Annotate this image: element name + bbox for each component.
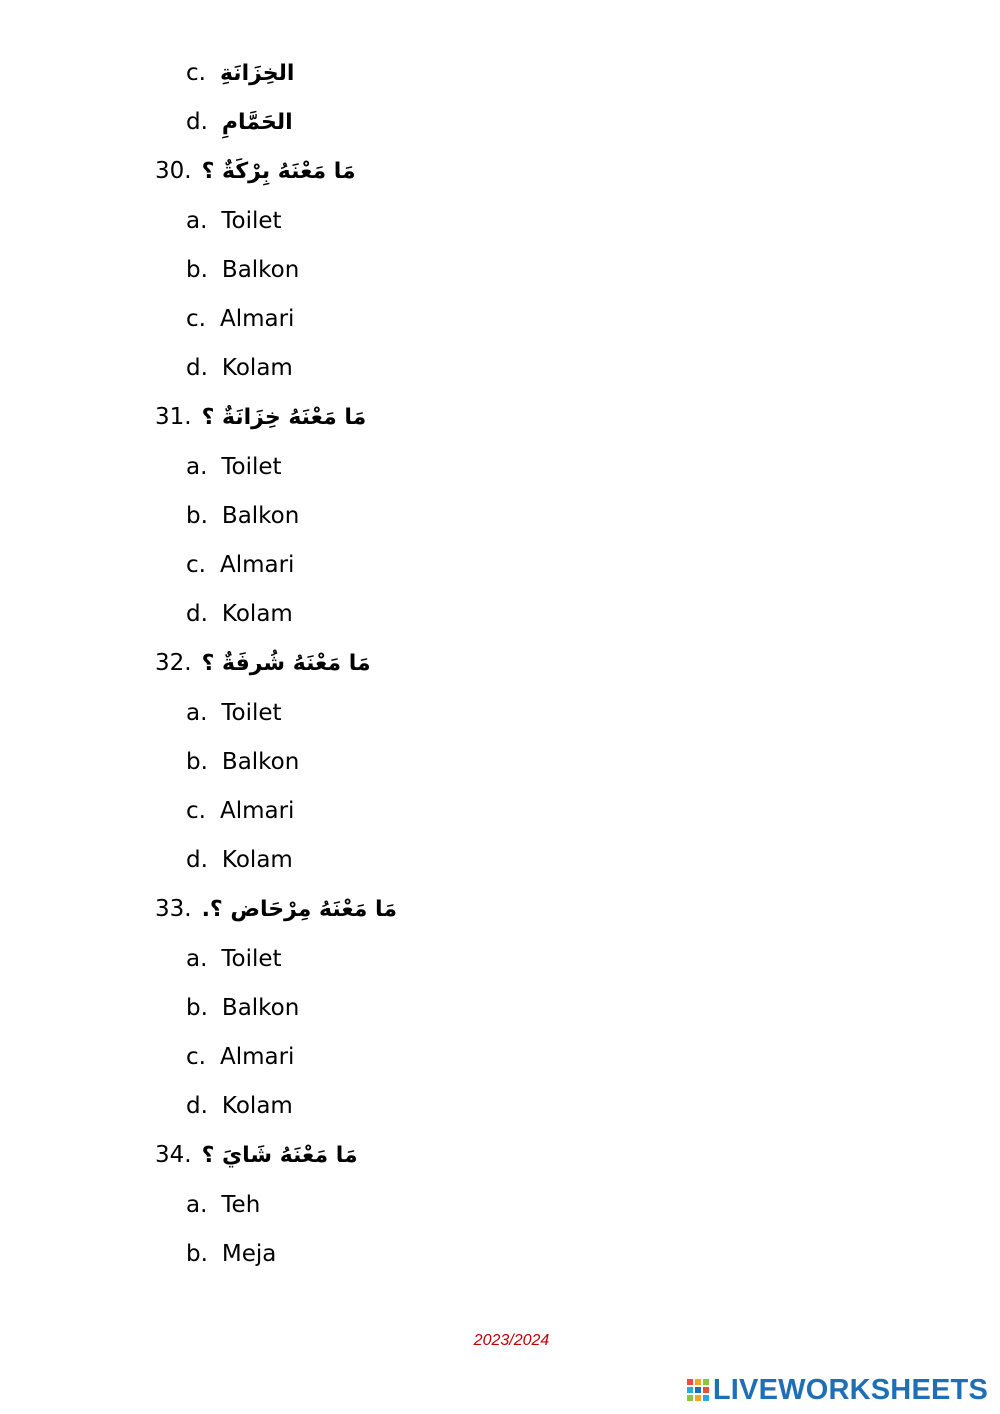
question-text: مَا مَعْنَهُ خِزَانَةٌ ؟ bbox=[201, 405, 367, 431]
option-letter: c. bbox=[186, 306, 206, 332]
option-letter: d. bbox=[186, 355, 208, 382]
question-text: مَا مَعْنَهُ شُرفَةٌ ؟ bbox=[201, 651, 371, 677]
option-text: Toilet bbox=[221, 453, 282, 480]
option-text: Kolam bbox=[221, 847, 293, 874]
option-text: Kolam bbox=[221, 601, 293, 628]
answer-option[interactable] bbox=[186, 58, 294, 89]
answer-option[interactable] bbox=[186, 452, 282, 482]
answer-option[interactable] bbox=[186, 107, 293, 138]
option-letter: d. bbox=[186, 601, 208, 628]
option-text: Toilet bbox=[221, 945, 282, 972]
option-text: Almari bbox=[219, 306, 295, 332]
question-number: 33. bbox=[155, 896, 192, 923]
question-number: 32. bbox=[155, 650, 192, 677]
option-text: Almari bbox=[219, 1044, 295, 1070]
option-text: Balkon bbox=[221, 748, 300, 775]
answer-option[interactable] bbox=[186, 1042, 294, 1072]
option-letter: c. bbox=[186, 798, 206, 824]
question-line bbox=[155, 402, 366, 433]
answer-option[interactable] bbox=[186, 1091, 293, 1121]
option-text: Balkon bbox=[221, 256, 300, 283]
option-letter: b. bbox=[186, 748, 208, 775]
option-letter: a. bbox=[186, 453, 208, 480]
answer-option[interactable] bbox=[186, 206, 282, 236]
option-text: الحَمَّامِ bbox=[221, 110, 293, 136]
option-text: Toilet bbox=[221, 699, 282, 726]
question-text: مَا مَعْنَهُ بِرْكَةٌ ؟ bbox=[201, 159, 356, 185]
option-letter: c. bbox=[186, 60, 206, 86]
option-letter: b. bbox=[186, 1240, 208, 1267]
liveworksheets-logo[interactable] bbox=[687, 1374, 988, 1406]
answer-option[interactable] bbox=[186, 599, 293, 629]
option-letter: c. bbox=[186, 552, 206, 578]
answer-option[interactable] bbox=[186, 255, 299, 285]
option-letter: a. bbox=[186, 945, 208, 972]
option-letter: d. bbox=[186, 1093, 208, 1120]
option-letter: a. bbox=[186, 699, 208, 726]
question-line bbox=[155, 894, 397, 925]
option-text: الخِزَانَةِ bbox=[219, 61, 295, 86]
answer-option[interactable] bbox=[186, 944, 282, 974]
answer-option[interactable] bbox=[186, 698, 282, 728]
answer-option[interactable] bbox=[186, 796, 294, 826]
answer-option[interactable] bbox=[186, 1239, 276, 1269]
question-number: 31. bbox=[155, 404, 192, 431]
question-number: 34. bbox=[155, 1142, 192, 1169]
logo-text: LIVEWORKSHEETS bbox=[712, 1373, 988, 1406]
answer-option[interactable] bbox=[186, 1190, 260, 1220]
option-text: Teh bbox=[221, 1191, 261, 1218]
question-text: مَا مَعْنَهُ شَايَ ؟ bbox=[201, 1143, 358, 1169]
answer-option[interactable] bbox=[186, 304, 294, 334]
answer-option[interactable] bbox=[186, 993, 299, 1023]
question-line bbox=[155, 156, 356, 187]
answer-option[interactable] bbox=[186, 353, 293, 383]
footer-year: 2023/2024 bbox=[473, 1332, 550, 1349]
option-letter: d. bbox=[186, 847, 208, 874]
answer-option[interactable] bbox=[186, 550, 294, 580]
question-line bbox=[155, 648, 371, 679]
answer-option[interactable] bbox=[186, 501, 299, 531]
question-number: 30. bbox=[155, 158, 192, 185]
option-letter: d. bbox=[186, 109, 208, 136]
option-letter: b. bbox=[186, 994, 208, 1021]
option-text: Kolam bbox=[221, 355, 293, 382]
answer-option[interactable] bbox=[186, 747, 299, 777]
question-text: مَا مَعْنَهُ مِرْحَاض ؟. bbox=[201, 897, 397, 923]
option-letter: a. bbox=[186, 207, 208, 234]
option-text: Balkon bbox=[221, 502, 300, 529]
liveworksheets-logo-icon bbox=[687, 1379, 709, 1401]
option-text: Toilet bbox=[221, 207, 282, 234]
question-line bbox=[155, 1140, 358, 1171]
option-text: Almari bbox=[219, 798, 295, 824]
option-text: Almari bbox=[219, 552, 295, 578]
option-text: Meja bbox=[221, 1240, 277, 1267]
option-letter: c. bbox=[186, 1044, 206, 1070]
option-letter: b. bbox=[186, 502, 208, 529]
option-text: Kolam bbox=[221, 1093, 293, 1120]
option-letter: a. bbox=[186, 1191, 208, 1218]
option-letter: b. bbox=[186, 256, 208, 283]
answer-option[interactable] bbox=[186, 845, 293, 875]
option-text: Balkon bbox=[221, 994, 300, 1021]
